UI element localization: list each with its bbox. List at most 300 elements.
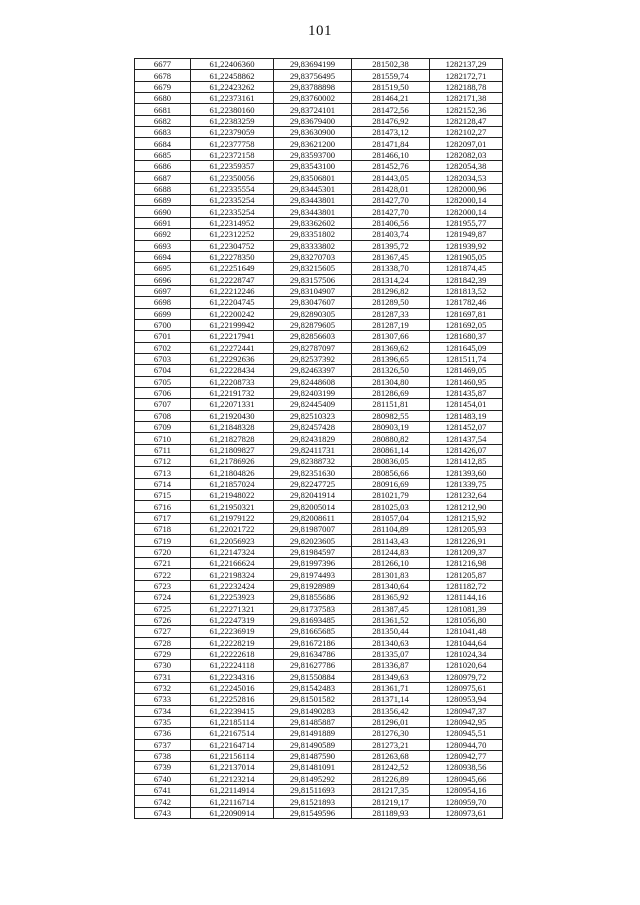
longitude-cell: 29,81672186 [274,637,352,648]
longitude-cell: 29,81549596 [274,807,352,818]
table-row [135,172,503,183]
longitude-cell: 29,82463397 [274,365,352,376]
latitude-cell: 61,22200242 [191,308,274,319]
y-coordinate-cell: 1281483,19 [430,410,503,421]
longitude-cell: 29,82388732 [274,456,352,467]
table-row [135,410,503,421]
table-row [135,183,503,194]
x-coordinate-cell: 281338,70 [352,263,430,274]
latitude-cell: 61,22198324 [191,569,274,580]
longitude-cell: 29,82787097 [274,342,352,353]
y-coordinate-cell: 1281205,87 [430,569,503,580]
longitude-cell: 29,83270703 [274,251,352,262]
point-number-cell: 6732 [135,682,191,693]
x-coordinate-cell: 281365,92 [352,592,430,603]
latitude-cell: 61,22224118 [191,660,274,671]
longitude-cell: 29,83362602 [274,217,352,228]
x-coordinate-cell: 281289,50 [352,297,430,308]
x-coordinate-cell: 281452,76 [352,161,430,172]
latitude-cell: 61,21786926 [191,456,274,467]
x-coordinate-cell: 281396,65 [352,353,430,364]
point-number-cell: 6689 [135,195,191,206]
y-coordinate-cell: 1281435,87 [430,387,503,398]
latitude-cell: 61,22090914 [191,807,274,818]
y-coordinate-cell: 1281426,07 [430,444,503,455]
latitude-cell: 61,22232424 [191,580,274,591]
point-number-cell: 6727 [135,626,191,637]
longitude-cell: 29,82247725 [274,478,352,489]
table-row [135,626,503,637]
point-number-cell: 6743 [135,807,191,818]
latitude-cell: 61,22292636 [191,353,274,364]
table-row [135,399,503,410]
latitude-cell: 61,22071331 [191,399,274,410]
point-number-cell: 6701 [135,331,191,342]
table-row [135,127,503,138]
x-coordinate-cell: 281326,50 [352,365,430,376]
latitude-cell: 61,22335254 [191,195,274,206]
y-coordinate-cell: 1282034,53 [430,172,503,183]
y-coordinate-cell: 1282128,47 [430,115,503,126]
x-coordinate-cell: 281387,45 [352,603,430,614]
y-coordinate-cell: 1281339,75 [430,478,503,489]
point-number-cell: 6691 [135,217,191,228]
longitude-cell: 29,81737583 [274,603,352,614]
latitude-cell: 61,22278350 [191,251,274,262]
latitude-cell: 61,22458862 [191,70,274,81]
latitude-cell: 61,22234316 [191,671,274,682]
point-number-cell: 6684 [135,138,191,149]
longitude-cell: 29,81665685 [274,626,352,637]
longitude-cell: 29,83756495 [274,70,352,81]
table-row [135,444,503,455]
longitude-cell: 29,83630900 [274,127,352,138]
latitude-cell: 61,21948022 [191,490,274,501]
y-coordinate-cell: 1281469,05 [430,365,503,376]
y-coordinate-cell: 1281144,16 [430,592,503,603]
y-coordinate-cell: 1281020,64 [430,660,503,671]
longitude-cell: 29,81550884 [274,671,352,682]
table-row [135,59,503,70]
coordinates-table-body [135,59,503,819]
point-number-cell: 6702 [135,342,191,353]
point-number-cell: 6735 [135,716,191,727]
x-coordinate-cell: 281336,87 [352,660,430,671]
x-coordinate-cell: 281335,07 [352,648,430,659]
y-coordinate-cell: 1280942,77 [430,750,503,761]
y-coordinate-cell: 1282082,03 [430,149,503,160]
longitude-cell: 29,81542483 [274,682,352,693]
table-row [135,263,503,274]
latitude-cell: 61,22228747 [191,274,274,285]
point-number-cell: 6681 [135,104,191,115]
x-coordinate-cell: 281189,93 [352,807,430,818]
x-coordinate-cell: 281406,56 [352,217,430,228]
longitude-cell: 29,82351630 [274,467,352,478]
point-number-cell: 6728 [135,637,191,648]
point-number-cell: 6687 [135,172,191,183]
table-row [135,501,503,512]
latitude-cell: 61,22166624 [191,558,274,569]
point-number-cell: 6740 [135,773,191,784]
longitude-cell: 29,81634786 [274,648,352,659]
y-coordinate-cell: 1280979,72 [430,671,503,682]
table-row [135,297,503,308]
table-row [135,70,503,81]
table-row [135,229,503,240]
point-number-cell: 6698 [135,297,191,308]
latitude-cell: 61,22350056 [191,172,274,183]
y-coordinate-cell: 1280947,37 [430,705,503,716]
longitude-cell: 29,81501582 [274,694,352,705]
point-number-cell: 6724 [135,592,191,603]
longitude-cell: 29,81490283 [274,705,352,716]
x-coordinate-cell: 281472,56 [352,104,430,115]
x-coordinate-cell: 281244,83 [352,546,430,557]
y-coordinate-cell: 1282102,27 [430,127,503,138]
longitude-cell: 29,83621200 [274,138,352,149]
latitude-cell: 61,22199942 [191,319,274,330]
longitude-cell: 29,82510323 [274,410,352,421]
y-coordinate-cell: 1281024,34 [430,648,503,659]
table-row [135,750,503,761]
point-number-cell: 6704 [135,365,191,376]
y-coordinate-cell: 1281955,77 [430,217,503,228]
latitude-cell: 61,22056923 [191,535,274,546]
longitude-cell: 29,83724101 [274,104,352,115]
table-row [135,705,503,716]
point-number-cell: 6699 [135,308,191,319]
x-coordinate-cell: 281266,10 [352,558,430,569]
y-coordinate-cell: 1281905,05 [430,251,503,262]
point-number-cell: 6713 [135,467,191,478]
x-coordinate-cell: 280856,66 [352,467,430,478]
longitude-cell: 29,81987007 [274,524,352,535]
x-coordinate-cell: 281443,05 [352,172,430,183]
table-row [135,274,503,285]
point-number-cell: 6716 [135,501,191,512]
y-coordinate-cell: 1281041,48 [430,626,503,637]
longitude-cell: 29,81481091 [274,762,352,773]
longitude-cell: 29,83679400 [274,115,352,126]
table-row [135,671,503,682]
latitude-cell: 61,22372158 [191,149,274,160]
y-coordinate-cell: 1281939,92 [430,240,503,251]
longitude-cell: 29,83543100 [274,161,352,172]
y-coordinate-cell: 1281454,01 [430,399,503,410]
table-row [135,240,503,251]
x-coordinate-cell: 281296,82 [352,285,430,296]
x-coordinate-cell: 281304,80 [352,376,430,387]
y-coordinate-cell: 1282054,38 [430,161,503,172]
y-coordinate-cell: 1282000,14 [430,195,503,206]
y-coordinate-cell: 1281680,37 [430,331,503,342]
table-row [135,569,503,580]
x-coordinate-cell: 281367,45 [352,251,430,262]
point-number-cell: 6705 [135,376,191,387]
latitude-cell: 61,22222618 [191,648,274,659]
point-number-cell: 6700 [135,319,191,330]
table-row [135,251,503,262]
latitude-cell: 61,22167514 [191,728,274,739]
x-coordinate-cell: 281519,50 [352,81,430,92]
y-coordinate-cell: 1282097,01 [430,138,503,149]
latitude-cell: 61,22253923 [191,592,274,603]
table-row [135,660,503,671]
x-coordinate-cell: 281287,19 [352,319,430,330]
point-number-cell: 6718 [135,524,191,535]
table-row [135,512,503,523]
x-coordinate-cell: 281104,89 [352,524,430,535]
latitude-cell: 61,22114914 [191,785,274,796]
longitude-cell: 29,82879605 [274,319,352,330]
y-coordinate-cell: 1280944,70 [430,739,503,750]
point-number-cell: 6734 [135,705,191,716]
y-coordinate-cell: 1281452,07 [430,422,503,433]
y-coordinate-cell: 1282000,96 [430,183,503,194]
longitude-cell: 29,81485887 [274,716,352,727]
table-row [135,319,503,330]
point-number-cell: 6710 [135,433,191,444]
longitude-cell: 29,82537392 [274,353,352,364]
x-coordinate-cell: 280880,82 [352,433,430,444]
x-coordinate-cell: 281369,62 [352,342,430,353]
y-coordinate-cell: 1281782,46 [430,297,503,308]
x-coordinate-cell: 281217,35 [352,785,430,796]
table-row [135,524,503,535]
x-coordinate-cell: 281350,44 [352,626,430,637]
y-coordinate-cell: 1281949,87 [430,229,503,240]
latitude-cell: 61,22383259 [191,115,274,126]
x-coordinate-cell: 281025,03 [352,501,430,512]
table-row [135,308,503,319]
table-row [135,353,503,364]
point-number-cell: 6694 [135,251,191,262]
x-coordinate-cell: 280903,19 [352,422,430,433]
y-coordinate-cell: 1281437,54 [430,433,503,444]
y-coordinate-cell: 1281205,93 [430,524,503,535]
table-row [135,728,503,739]
x-coordinate-cell: 281502,38 [352,59,430,70]
y-coordinate-cell: 1281412,85 [430,456,503,467]
y-coordinate-cell: 1281874,45 [430,263,503,274]
table-row [135,217,503,228]
point-number-cell: 6733 [135,694,191,705]
latitude-cell: 61,22217941 [191,331,274,342]
point-number-cell: 6679 [135,81,191,92]
x-coordinate-cell: 281307,66 [352,331,430,342]
point-number-cell: 6711 [135,444,191,455]
table-row [135,467,503,478]
longitude-cell: 29,83351802 [274,229,352,240]
point-number-cell: 6721 [135,558,191,569]
latitude-cell: 61,22335254 [191,206,274,217]
latitude-cell: 61,22314952 [191,217,274,228]
point-number-cell: 6680 [135,93,191,104]
longitude-cell: 29,83788898 [274,81,352,92]
y-coordinate-cell: 1281393,60 [430,467,503,478]
latitude-cell: 61,22236919 [191,626,274,637]
x-coordinate-cell: 281559,74 [352,70,430,81]
x-coordinate-cell: 280916,69 [352,478,430,489]
point-number-cell: 6686 [135,161,191,172]
longitude-cell: 29,81487590 [274,750,352,761]
x-coordinate-cell: 281428,01 [352,183,430,194]
y-coordinate-cell: 1281209,37 [430,546,503,557]
table-row [135,149,503,160]
point-number-cell: 6682 [135,115,191,126]
y-coordinate-cell: 1282171,38 [430,93,503,104]
x-coordinate-cell: 281273,21 [352,739,430,750]
latitude-cell: 61,22304752 [191,240,274,251]
latitude-cell: 61,22116714 [191,796,274,807]
longitude-cell: 29,83445301 [274,183,352,194]
x-coordinate-cell: 281371,14 [352,694,430,705]
longitude-cell: 29,83694199 [274,59,352,70]
y-coordinate-cell: 1281692,05 [430,319,503,330]
latitude-cell: 61,22185114 [191,716,274,727]
latitude-cell: 61,22164714 [191,739,274,750]
y-coordinate-cell: 1281813,52 [430,285,503,296]
table-row [135,535,503,546]
x-coordinate-cell: 281143,43 [352,535,430,546]
latitude-cell: 61,21920430 [191,410,274,421]
table-row [135,558,503,569]
y-coordinate-cell: 1281182,72 [430,580,503,591]
y-coordinate-cell: 1281212,90 [430,501,503,512]
latitude-cell: 61,22252816 [191,694,274,705]
point-number-cell: 6685 [135,149,191,160]
point-number-cell: 6695 [135,263,191,274]
latitude-cell: 61,21979122 [191,512,274,523]
y-coordinate-cell: 1282172,71 [430,70,503,81]
point-number-cell: 6736 [135,728,191,739]
y-coordinate-cell: 1281044,64 [430,637,503,648]
y-coordinate-cell: 1282152,36 [430,104,503,115]
latitude-cell: 61,21848328 [191,422,274,433]
y-coordinate-cell: 1280959,70 [430,796,503,807]
table-row [135,648,503,659]
table-row [135,614,503,625]
point-number-cell: 6715 [135,490,191,501]
y-coordinate-cell: 1280942,95 [430,716,503,727]
table-row [135,807,503,818]
x-coordinate-cell: 281427,70 [352,195,430,206]
longitude-cell: 29,82005014 [274,501,352,512]
table-row [135,422,503,433]
point-number-cell: 6738 [135,750,191,761]
table-row [135,81,503,92]
y-coordinate-cell: 1281216,98 [430,558,503,569]
point-number-cell: 6712 [135,456,191,467]
x-coordinate-cell: 281361,71 [352,682,430,693]
point-number-cell: 6690 [135,206,191,217]
longitude-cell: 29,82457428 [274,422,352,433]
latitude-cell: 61,22423262 [191,81,274,92]
longitude-cell: 29,81693485 [274,614,352,625]
x-coordinate-cell: 281476,92 [352,115,430,126]
x-coordinate-cell: 281286,69 [352,387,430,398]
latitude-cell: 61,22377758 [191,138,274,149]
latitude-cell: 61,22247319 [191,614,274,625]
table-row [135,580,503,591]
latitude-cell: 61,21857024 [191,478,274,489]
latitude-cell: 61,22251649 [191,263,274,274]
point-number-cell: 6720 [135,546,191,557]
longitude-cell: 29,81974493 [274,569,352,580]
point-number-cell: 6729 [135,648,191,659]
x-coordinate-cell: 281403,74 [352,229,430,240]
point-number-cell: 6696 [135,274,191,285]
longitude-cell: 29,81521893 [274,796,352,807]
y-coordinate-cell: 1280973,61 [430,807,503,818]
longitude-cell: 29,82448608 [274,376,352,387]
point-number-cell: 6706 [135,387,191,398]
latitude-cell: 61,22208733 [191,376,274,387]
longitude-cell: 29,81490589 [274,739,352,750]
point-number-cell: 6725 [135,603,191,614]
x-coordinate-cell: 281340,64 [352,580,430,591]
point-number-cell: 6693 [135,240,191,251]
x-coordinate-cell: 281466,10 [352,149,430,160]
point-number-cell: 6678 [135,70,191,81]
x-coordinate-cell: 281395,72 [352,240,430,251]
point-number-cell: 6703 [135,353,191,364]
y-coordinate-cell: 1282188,78 [430,81,503,92]
latitude-cell: 61,22406360 [191,59,274,70]
latitude-cell: 61,22212246 [191,285,274,296]
table-row [135,456,503,467]
latitude-cell: 61,22335554 [191,183,274,194]
latitude-cell: 61,22373161 [191,93,274,104]
longitude-cell: 29,82445409 [274,399,352,410]
x-coordinate-cell: 281242,52 [352,762,430,773]
x-coordinate-cell: 281296,01 [352,716,430,727]
table-row [135,694,503,705]
x-coordinate-cell: 281427,70 [352,206,430,217]
longitude-cell: 29,81984597 [274,546,352,557]
latitude-cell: 61,22137014 [191,762,274,773]
table-row [135,546,503,557]
table-row [135,637,503,648]
table-row [135,682,503,693]
table-row [135,490,503,501]
longitude-cell: 29,83215605 [274,263,352,274]
table-row [135,342,503,353]
longitude-cell: 29,82856603 [274,331,352,342]
x-coordinate-cell: 281464,21 [352,93,430,104]
longitude-cell: 29,83047607 [274,297,352,308]
y-coordinate-cell: 1281511,74 [430,353,503,364]
longitude-cell: 29,83760002 [274,93,352,104]
y-coordinate-cell: 1280975,61 [430,682,503,693]
table-row [135,161,503,172]
x-coordinate-cell: 281301,83 [352,569,430,580]
y-coordinate-cell: 1281697,81 [430,308,503,319]
table-row [135,739,503,750]
point-number-cell: 6709 [135,422,191,433]
x-coordinate-cell: 281287,33 [352,308,430,319]
table-row [135,376,503,387]
table-row [135,93,503,104]
table-row [135,478,503,489]
table-row [135,433,503,444]
x-coordinate-cell: 281471,84 [352,138,430,149]
y-coordinate-cell: 1281232,64 [430,490,503,501]
y-coordinate-cell: 1281460,95 [430,376,503,387]
table-row [135,796,503,807]
x-coordinate-cell: 281226,89 [352,773,430,784]
